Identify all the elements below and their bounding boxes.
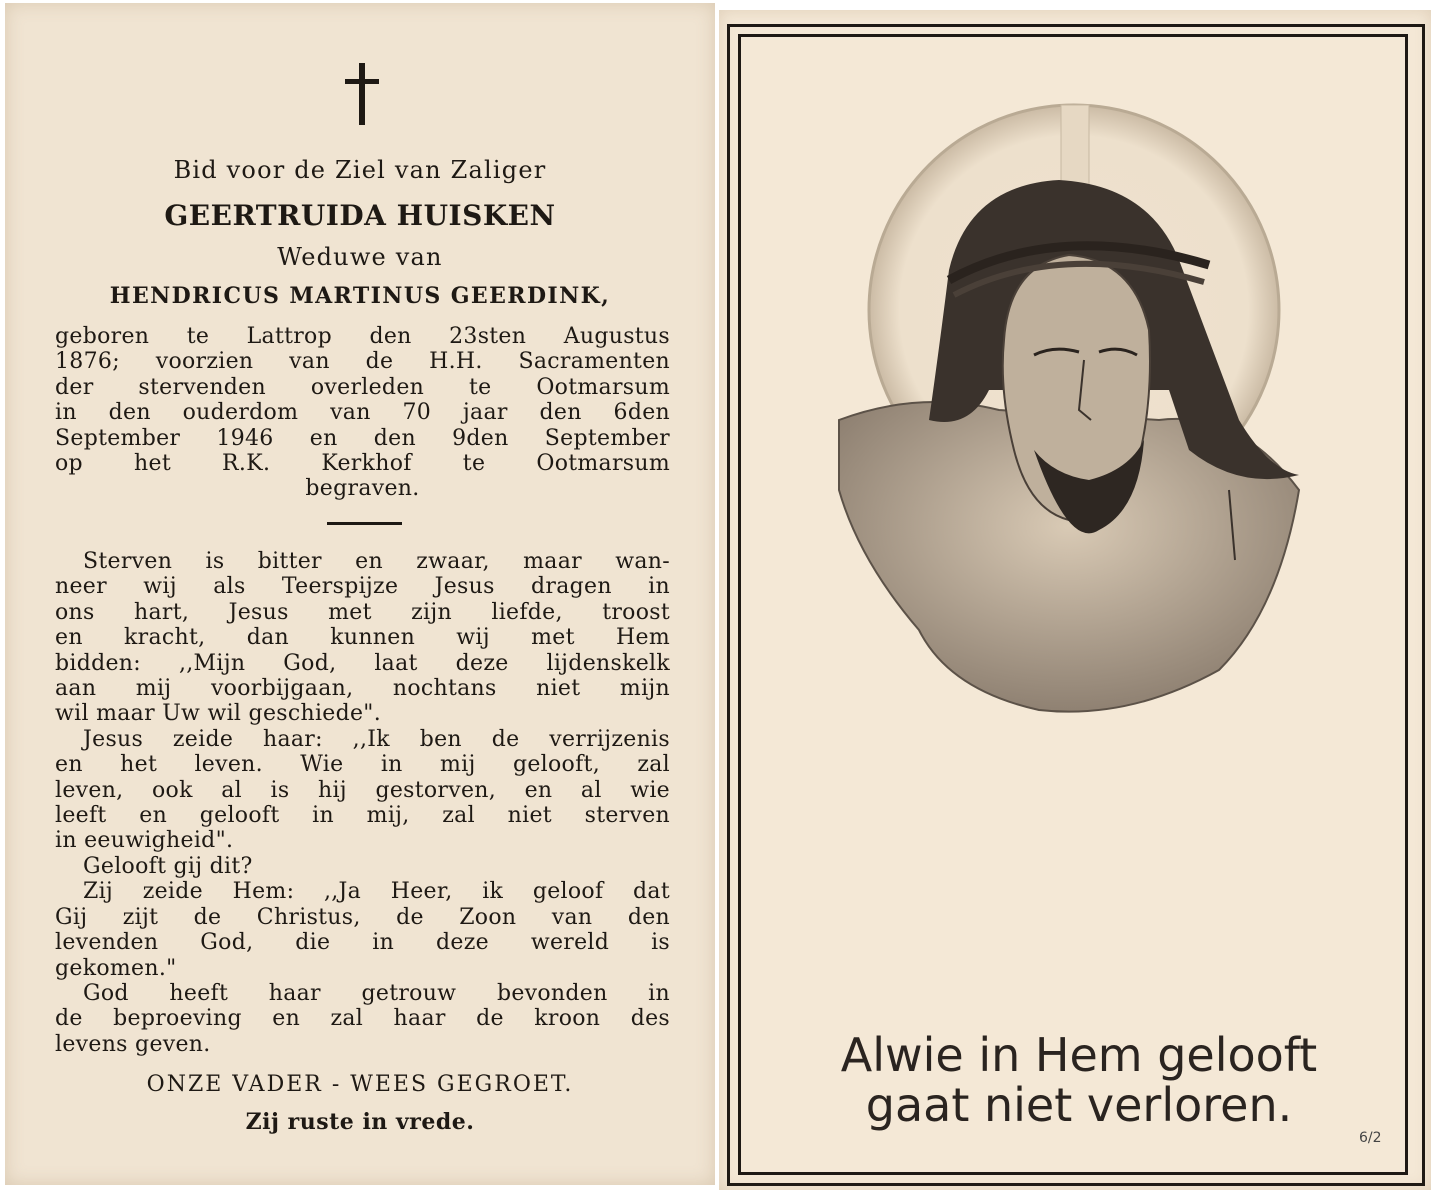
- bio-line: op het R.K. Kerkhof te Ootmarsum: [55, 451, 670, 477]
- cross-icon: [343, 63, 383, 133]
- scripture-paragraph: [55, 549, 670, 1057]
- verse-line: wil maar Uw wil geschiede".: [55, 701, 382, 727]
- verse-line: en het leven. Wie in mij gelooft, zal: [55, 752, 670, 778]
- verse-line: leeft en gelooft in mij, zal niet sterven: [55, 803, 670, 829]
- bio-line: 1876; voorzien van de H.H. Sacramenten: [55, 349, 670, 375]
- verse-line: Gelooft gij dit?: [83, 853, 253, 879]
- bio-line: begraven.: [305, 476, 420, 502]
- verse-line: aan mij voorbijgaan, nochtans niet mijn: [55, 676, 670, 702]
- verse-line: neer wij als Teerspijze Jesus dragen in: [55, 574, 670, 600]
- bio-line: September 1946 en den 9den September: [55, 425, 670, 451]
- verse-line: in eeuwigheid".: [55, 828, 234, 854]
- bio-line: in den ouderdom van 70 jaar den 6den: [55, 400, 670, 426]
- deceased-name: GEERTRUIDA HUISKEN: [164, 199, 556, 232]
- motto-line-1: Alwie in Hem gelooft: [840, 1028, 1318, 1082]
- verse-line: God heeft haar getrouw bevonden in: [83, 980, 670, 1006]
- spouse-name: HENDRICUS MARTINUS GEERDINK,: [109, 283, 611, 309]
- rest-in-peace-line: Zij ruste in vrede.: [245, 1109, 475, 1135]
- bio-line: der stervenden overleden te Ootmarsum: [55, 374, 670, 400]
- verse-line: Sterven is bitter en zwaar, maar wan-: [83, 549, 670, 574]
- prayer-card-text-side: [5, 3, 715, 1185]
- widow-of-line: Weduwe van: [277, 243, 443, 271]
- motto-line-2: gaat niet verloren.: [865, 1078, 1293, 1132]
- verse-line: Gij zijt de Christus, de Zoon van den: [55, 904, 670, 930]
- verse-line: Jesus zeide haar: ,,Ik ben de verrijzenis: [83, 726, 670, 752]
- verse-line: gekomen.": [55, 955, 177, 981]
- biography-paragraph: [55, 324, 670, 502]
- intro-line: Bid voor de Ziel van Zaliger: [173, 156, 547, 184]
- verse-line: en kracht, dan kunnen wij met Hem: [55, 625, 670, 651]
- crucified-christ-illustration: [799, 90, 1339, 730]
- verse-line: levens geven.: [55, 1031, 211, 1057]
- prayer-line: ONZE VADER - WEES GEGROET.: [146, 1072, 574, 1097]
- verse-line: leven, ook al is hij gestorven, en al wie: [55, 777, 670, 803]
- verse-line: bidden: ,,Mijn God, laat deze lijdenskelk: [55, 650, 670, 676]
- verse-line: Zij zeide Hem: ,,Ja Heer, ik geloof dat: [83, 879, 670, 905]
- verse-line: ons hart, Jesus met zijn liefde, troost: [55, 599, 670, 625]
- verse-line: levenden God, die in deze wereld is: [55, 930, 670, 956]
- bio-line: geboren te Lattrop den 23sten Augustus: [55, 324, 670, 349]
- print-code: 6/2: [1359, 1130, 1382, 1146]
- divider-rule: [327, 522, 402, 525]
- prayer-card-picture-side: [719, 10, 1431, 1190]
- verse-line: de beproeving en zal haar de kroon des: [55, 1006, 670, 1032]
